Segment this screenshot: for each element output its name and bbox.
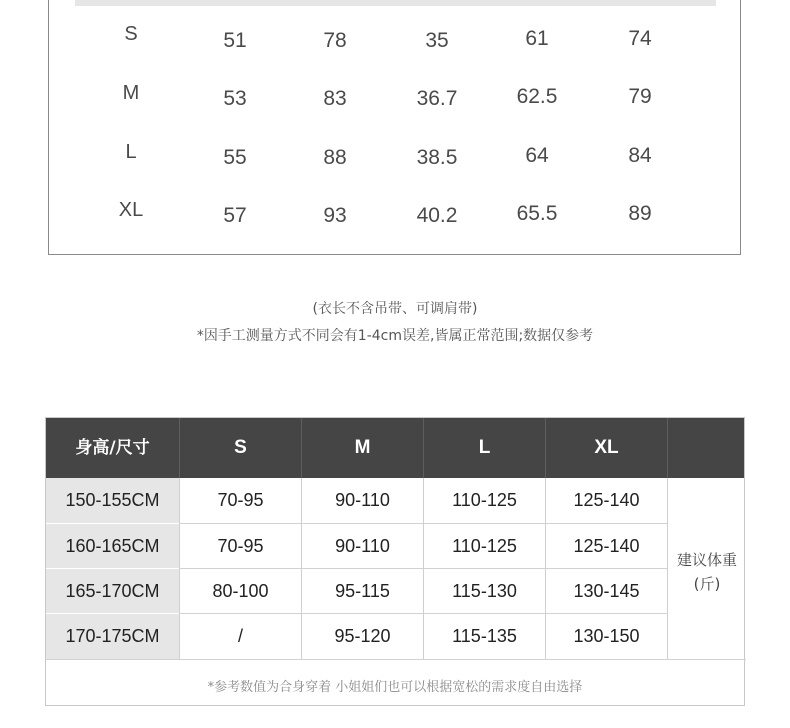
column-divider [301, 478, 302, 659]
table-row [49, 141, 740, 171]
measure-value: 62.5 [516, 85, 558, 108]
height-label: 170-175CM [46, 614, 179, 659]
height-label: 160-165CM [46, 524, 179, 568]
measure-value: 53 [223, 87, 247, 110]
weight-cell: 110-125 [452, 536, 517, 556]
column-divider [423, 478, 424, 659]
measure-value: 55 [223, 146, 247, 169]
weight-cell: 115-130 [452, 581, 517, 601]
measure-value: 78 [323, 29, 347, 52]
measure-value: 36.7 [416, 87, 458, 110]
header-blank [668, 418, 746, 478]
table-top-bar [75, 0, 716, 6]
measure-value: 83 [323, 87, 347, 110]
height-label: 165-170CM [46, 569, 179, 613]
recommendation-footnote: *参考数值为合身穿着 小姐姐们也可以根据宽松的需求度自由选择 [207, 680, 583, 695]
measure-value: 64 [525, 144, 549, 167]
measure-value: 38.5 [416, 146, 458, 169]
column-divider [545, 478, 546, 659]
table-row [49, 82, 740, 112]
column-divider [179, 478, 180, 659]
size-recommendation-table [45, 417, 745, 706]
weight-cell: 95-115 [335, 581, 390, 601]
size-label: XL [118, 199, 144, 221]
measure-value: 61 [525, 27, 549, 50]
table-row [49, 23, 740, 53]
weight-cell: 110-125 [452, 490, 517, 510]
height-label: 150-155CM [46, 478, 179, 523]
header-divider [667, 418, 668, 478]
measurement-disclaimer: *因手工测量方式不同会有1-4cm误差,皆属正常范围;数据仅参考 [196, 328, 594, 344]
measurement-table [48, 0, 741, 255]
weight-cell: 80-100 [212, 581, 269, 601]
header-divider [545, 418, 546, 478]
weight-cell: 70-95 [217, 536, 264, 556]
row-divider [46, 659, 746, 660]
header-divider [301, 418, 302, 478]
weight-cell: 125-140 [573, 490, 640, 510]
header-size-xl: XL [594, 437, 619, 458]
size-label: M [122, 82, 140, 104]
measure-value: 74 [628, 27, 652, 50]
weight-cell: / [237, 626, 243, 646]
header-height-size: 身高/尺寸 [75, 438, 150, 458]
size-label: S [124, 23, 138, 45]
measure-value: 65.5 [516, 202, 558, 225]
weight-cell: 130-150 [573, 626, 640, 646]
measure-value: 79 [628, 85, 652, 108]
weight-cell: 90-110 [335, 536, 390, 556]
measure-value: 35 [425, 29, 449, 52]
advice-unit: (斤) [693, 575, 721, 593]
weight-advice-label [668, 548, 746, 596]
measure-value: 93 [323, 204, 347, 227]
weight-cell: 130-145 [573, 581, 640, 601]
measure-value: 51 [223, 29, 247, 52]
header-size-s: S [234, 437, 247, 458]
weight-cell: 95-120 [334, 626, 391, 646]
measure-value: 88 [323, 146, 347, 169]
size-label: L [125, 141, 137, 163]
header-divider [423, 418, 424, 478]
advice-line: 建议体重 [676, 551, 737, 569]
weight-cell: 125-140 [573, 536, 640, 556]
header-size-m: M [354, 437, 371, 458]
table-header [46, 418, 744, 478]
header-divider [179, 418, 180, 478]
table-row [49, 199, 740, 229]
measure-value: 57 [223, 204, 247, 227]
measure-value: 40.2 [416, 204, 458, 227]
weight-cell: 70-95 [217, 490, 264, 510]
weight-cell: 90-110 [335, 490, 390, 510]
measurement-note: (衣长不含吊带、可调肩带) [312, 301, 478, 317]
measure-value: 84 [628, 144, 652, 167]
header-size-l: L [478, 437, 491, 458]
weight-cell: 115-135 [452, 626, 517, 646]
measure-value: 89 [628, 202, 652, 225]
